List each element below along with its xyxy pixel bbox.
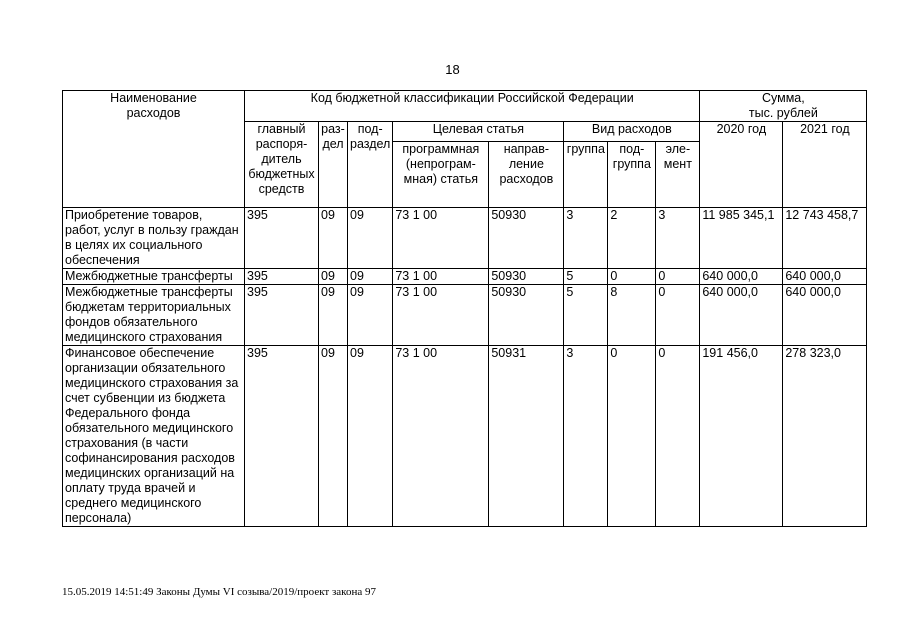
header-subsection: под- раздел <box>348 122 393 208</box>
header-sum <box>700 91 867 122</box>
row-subgroup: 0 <box>608 269 656 285</box>
row-group: 5 <box>564 269 608 285</box>
budget-table <box>62 90 867 527</box>
row-2021: 12 743 458,7 <box>783 208 867 269</box>
table-row <box>63 208 867 269</box>
header-year-2020: 2020 год <box>700 122 783 208</box>
row-section: 09 <box>319 346 348 527</box>
row-section: 09 <box>319 269 348 285</box>
row-2020: 640 000,0 <box>700 285 783 346</box>
header-direction: направ- ление расходов <box>489 142 564 208</box>
row-subsection: 09 <box>348 208 393 269</box>
row-direction: 50930 <box>489 208 564 269</box>
header-expense-type: Вид расходов <box>564 122 700 142</box>
row-2021: 278 323,0 <box>783 346 867 527</box>
page-number: 18 <box>445 62 460 77</box>
row-group: 5 <box>564 285 608 346</box>
row-subsection: 09 <box>348 269 393 285</box>
row-2021: 640 000,0 <box>783 285 867 346</box>
header-group: группа <box>564 142 608 208</box>
row-2020: 640 000,0 <box>700 269 783 285</box>
header-target-article: Целевая статья <box>393 122 564 142</box>
row-direction: 50930 <box>489 269 564 285</box>
row-group: 3 <box>564 346 608 527</box>
row-subgroup: 8 <box>608 285 656 346</box>
row-2020: 191 456,0 <box>700 346 783 527</box>
row-name: Приобретение товаров, работ, услуг в пользу граждан в целях их социального обеспечения <box>63 208 245 269</box>
footer-stamp: 15.05.2019 14:51:49 Законы Думы VI созыва/2019/проект закона 97 <box>62 586 376 598</box>
header-code-group: Код бюджетной классификации Российской Федерации <box>245 91 700 122</box>
header-row-1 <box>63 91 867 122</box>
header-subgroup: под- группа <box>608 142 656 208</box>
row-group: 3 <box>564 208 608 269</box>
row-element: 0 <box>656 285 700 346</box>
header-sum-text: Сумма, тыс. рублей <box>748 91 818 120</box>
row-direction: 50930 <box>489 285 564 346</box>
row-program: 73 1 00 <box>393 346 489 527</box>
row-2020: 11 985 345,1 <box>700 208 783 269</box>
row-subsection: 09 <box>348 285 393 346</box>
header-program-article: программная (непрограм- мная) статья <box>393 142 489 208</box>
row-program: 73 1 00 <box>393 269 489 285</box>
row-name: Финансовое обеспечение организации обязательного медицинского страхования за счет субвенции из бюджета Федерального фонда обязательного медицинского страхования (в части софинансирования расходов медицинских организаций на оплату труда врачей и среднего медицинского персонала) <box>63 346 245 527</box>
row-name: Межбюджетные трансферты <box>63 269 245 285</box>
header-element: эле- мент <box>656 142 700 208</box>
row-manager: 395 <box>245 208 319 269</box>
row-section: 09 <box>319 285 348 346</box>
row-element: 3 <box>656 208 700 269</box>
row-section: 09 <box>319 208 348 269</box>
row-element: 0 <box>656 346 700 527</box>
row-manager: 395 <box>245 346 319 527</box>
header-year-2021: 2021 год <box>783 122 867 208</box>
table-row <box>63 346 867 527</box>
row-name: Межбюджетные трансферты бюджетам территориальных фондов обязательного медицинского страхования <box>63 285 245 346</box>
row-manager: 395 <box>245 285 319 346</box>
table-row <box>63 269 867 285</box>
row-element: 0 <box>656 269 700 285</box>
row-subgroup: 0 <box>608 346 656 527</box>
header-section: раз- дел <box>319 122 348 208</box>
header-name-text: Наименование расходов <box>110 91 197 120</box>
row-subgroup: 2 <box>608 208 656 269</box>
table-row <box>63 285 867 346</box>
row-subsection: 09 <box>348 346 393 527</box>
row-manager: 395 <box>245 269 319 285</box>
row-program: 73 1 00 <box>393 208 489 269</box>
header-name <box>63 91 245 208</box>
row-program: 73 1 00 <box>393 285 489 346</box>
row-2021: 640 000,0 <box>783 269 867 285</box>
header-main-manager: главный распоря- дитель бюджетных средств <box>245 122 319 208</box>
row-direction: 50931 <box>489 346 564 527</box>
